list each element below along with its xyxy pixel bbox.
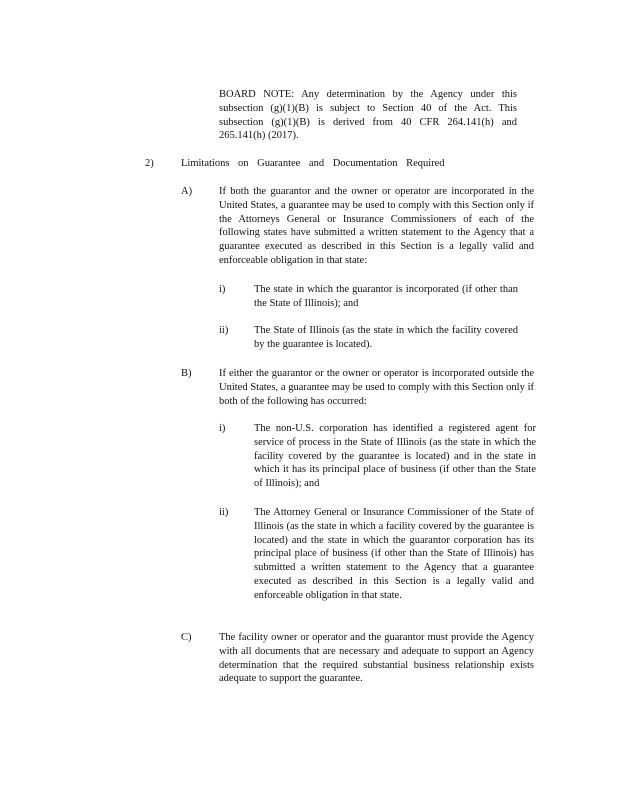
- board-note: BOARD NOTE: Any determination by the Agency under this subsection (g)(1)(B) is subject to Section 40 of the Act. This subsection (g)(1)(B) is derived from 40 CFR 264.141(h) and 265.141(h) (2017).: [219, 89, 517, 142]
- item-a-text: If both the guarantor and the owner or operator are incorporated in the United States, a guarantee may be used to comply with this Section only if the Attorneys General or Insurance Commissioners of each of the following states have submitted a written statement to the Agency that a guarantee executed as described in this Section is a legally valid and enforceable obligation in that state:: [219, 186, 534, 266]
- item-a-ii-text: The State of Illinois (as the state in which the facility covered by the guarantee is located).: [254, 325, 518, 350]
- item-a-i-text: The state in which the guarantor is incorporated (if other than the State of Illinois); and: [254, 284, 518, 309]
- item-b-label: B): [181, 368, 192, 379]
- item-b-ii-label: ii): [219, 507, 229, 518]
- item-b-i-label: i): [219, 423, 226, 434]
- item-b-i-text: The non-U.S. corporation has identified a registered agent for service of process in the State of Illinois (as the state in which the facility covered by the guarantee is located) and in the state in which it has its principal place of business (if other than the State of Illinois); and: [254, 423, 536, 490]
- section-2-number: 2): [145, 158, 154, 169]
- item-a-ii-label: ii): [219, 325, 229, 336]
- item-c-text: The facility owner or operator and the guarantor must provide the Agency with all documents that are necessary and adequate to support an Agency determination that the required substantial business relationship exists adequate to support the guarantee.: [219, 632, 534, 685]
- item-a-label: A): [181, 186, 193, 197]
- item-b-ii-text: The Attorney General or Insurance Commissioner of the State of Illinois (as the state in which a facility covered by the guarantee is located) and the state in which the guarantor corporation has its principal place of business (if other than the State of Illinois) has submitted a written statement to the Agency that a guarantee executed as described in this Section is a legally valid and enforceable obligation in that state.: [254, 507, 534, 601]
- item-a-i-label: i): [219, 284, 226, 295]
- section-2-title: Limitations on Guarantee and Documentation Required: [181, 158, 445, 169]
- item-b-text: If either the guarantor or the owner or operator is incorporated outside the United States, a guarantee may be used to comply with this Section only if both of the following has occurred:: [219, 368, 534, 407]
- item-c-label: C): [181, 632, 192, 643]
